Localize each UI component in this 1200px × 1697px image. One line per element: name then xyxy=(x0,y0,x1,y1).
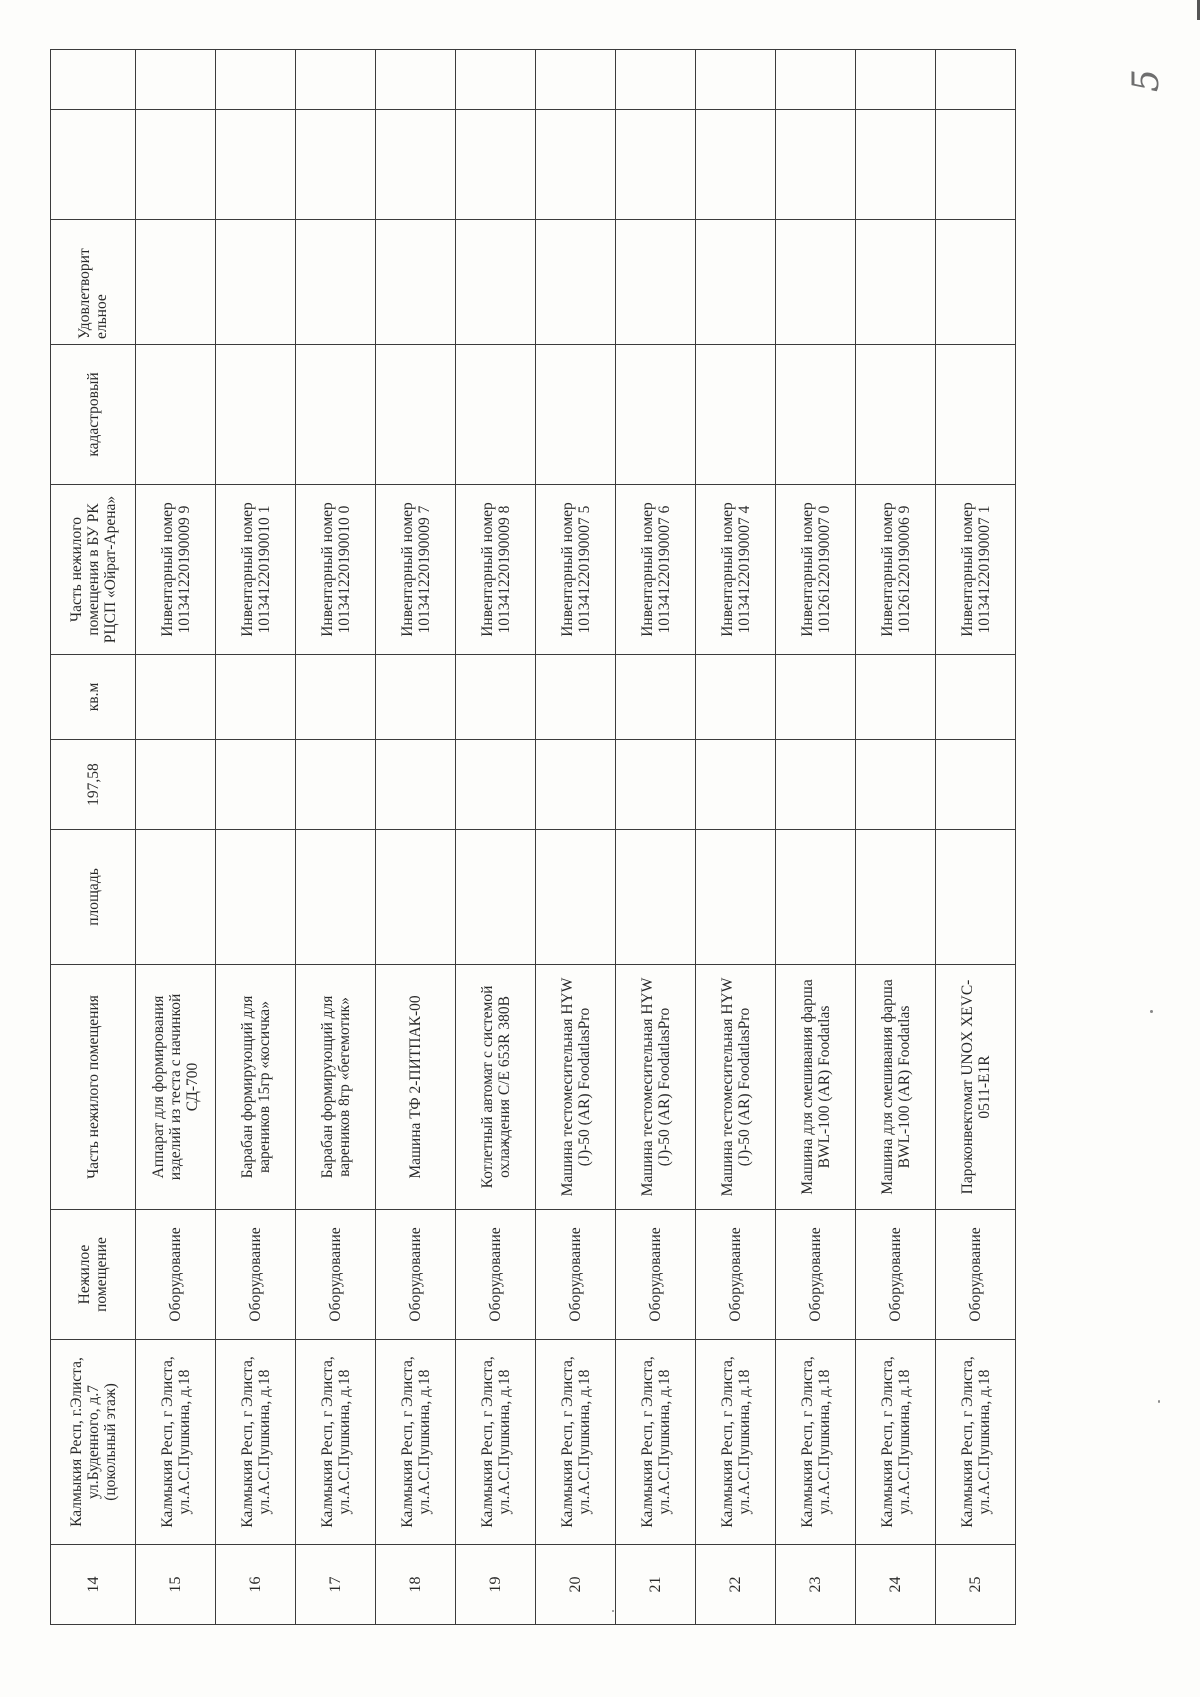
row-num: 17 xyxy=(296,1545,376,1625)
row-area xyxy=(616,830,696,965)
table-row xyxy=(616,50,696,1625)
row-unit xyxy=(456,655,536,740)
header-address: Калмыкия Респ, г.Элиста, ул.Буденного, д.7 (цокольный этаж) xyxy=(51,1340,136,1545)
row-location: Инвентарный номер 101341220190007 5 xyxy=(536,485,616,655)
table-row xyxy=(296,50,376,1625)
row-col11 xyxy=(376,50,456,110)
row-col11 xyxy=(856,50,936,110)
row-area-value xyxy=(776,740,856,830)
row-unit xyxy=(296,655,376,740)
row-area-value xyxy=(136,740,216,830)
row-type: Оборудование xyxy=(936,1210,1016,1340)
row-area xyxy=(456,830,536,965)
row-area xyxy=(376,830,456,965)
row-part: Машина для смешивания фарша BWL-100 (AR) Foodatlas xyxy=(856,965,936,1210)
row-col11 xyxy=(296,50,376,110)
row-cadastral xyxy=(696,345,776,485)
header-col10 xyxy=(51,110,136,220)
table-row xyxy=(216,50,296,1625)
row-area xyxy=(536,830,616,965)
row-condition xyxy=(456,220,536,345)
row-part: Машина тестомесительная HYW (J)-50 (AR) FoodatlasPro xyxy=(696,965,776,1210)
row-part: Машина тестомесительная HYW (J)-50 (AR) FoodatlasPro xyxy=(536,965,616,1210)
header-area-value: 197,58 xyxy=(51,740,136,830)
row-cadastral xyxy=(856,345,936,485)
row-cadastral xyxy=(296,345,376,485)
row-location: Инвентарный номер 101341220190007 1 xyxy=(936,485,1016,655)
row-area xyxy=(296,830,376,965)
row-col11 xyxy=(616,50,696,110)
row-col10 xyxy=(296,110,376,220)
table-row xyxy=(376,50,456,1625)
row-unit xyxy=(216,655,296,740)
row-location: Инвентарный номер 101341220190009 8 xyxy=(456,485,536,655)
row-unit xyxy=(616,655,696,740)
row-col10 xyxy=(536,110,616,220)
row-area-value xyxy=(456,740,536,830)
header-num: 14 xyxy=(51,1545,136,1625)
row-num: 24 xyxy=(856,1545,936,1625)
row-cadastral xyxy=(536,345,616,485)
row-location: Инвентарный номер 101341220190009 7 xyxy=(376,485,456,655)
row-type: Оборудование xyxy=(776,1210,856,1340)
page-number: 5 xyxy=(1125,69,1167,92)
row-location: Инвентарный номер 101341220190007 6 xyxy=(616,485,696,655)
row-col11 xyxy=(216,50,296,110)
row-address: Калмыкия Респ, г Элиста, ул.А.С.Пушкина, д.18 xyxy=(616,1340,696,1545)
header-part: Часть нежилого помещения xyxy=(51,965,136,1210)
row-area xyxy=(936,830,1016,965)
row-col10 xyxy=(136,110,216,220)
row-unit xyxy=(136,655,216,740)
header-row xyxy=(51,50,136,1625)
row-area-value xyxy=(936,740,1016,830)
property-table xyxy=(50,49,1016,1625)
row-type: Оборудование xyxy=(696,1210,776,1340)
row-col11 xyxy=(456,50,536,110)
row-col10 xyxy=(776,110,856,220)
row-condition xyxy=(376,220,456,345)
row-type: Оборудование xyxy=(136,1210,216,1340)
row-condition xyxy=(536,220,616,345)
row-cadastral xyxy=(216,345,296,485)
row-condition xyxy=(776,220,856,345)
header-location: Часть нежилого помещения в БУ РК РЦСП «Ойрат-Арена» xyxy=(51,485,136,655)
row-location: Инвентарный номер 101261220190006 9 xyxy=(856,485,936,655)
row-num: 20 xyxy=(536,1545,616,1625)
row-col10 xyxy=(696,110,776,220)
header-condition: Удовлетворит ельное xyxy=(51,220,136,345)
row-area xyxy=(696,830,776,965)
row-cadastral xyxy=(136,345,216,485)
row-area-value xyxy=(536,740,616,830)
row-part: Барабан формирующий для вареников 8гр «бегемотик» xyxy=(296,965,376,1210)
row-condition xyxy=(616,220,696,345)
row-num: 22 xyxy=(696,1545,776,1625)
row-condition xyxy=(136,220,216,345)
row-type: Оборудование xyxy=(536,1210,616,1340)
row-address: Калмыкия Респ, г Элиста, ул.А.С.Пушкина, д.18 xyxy=(456,1340,536,1545)
row-num: 21 xyxy=(616,1545,696,1625)
row-condition xyxy=(216,220,296,345)
row-location: Инвентарный номер 101341220190010 0 xyxy=(296,485,376,655)
row-condition xyxy=(296,220,376,345)
row-address: Калмыкия Респ, г Элиста, ул.А.С.Пушкина, д.18 xyxy=(856,1340,936,1545)
row-type: Оборудование xyxy=(216,1210,296,1340)
row-cadastral xyxy=(616,345,696,485)
row-cadastral xyxy=(936,345,1016,485)
row-location: Инвентарный номер 101341220190009 9 xyxy=(136,485,216,655)
row-part: Аппарат для формирования изделий из теста с начинкой СД-700 xyxy=(136,965,216,1210)
row-part: Машина для смешивания фарша BWL-100 (AR) Foodatlas xyxy=(776,965,856,1210)
row-address: Калмыкия Респ, г Элиста, ул.А.С.Пушкина, д.18 xyxy=(216,1340,296,1545)
row-unit xyxy=(856,655,936,740)
row-area xyxy=(856,830,936,965)
table-row xyxy=(696,50,776,1625)
row-condition xyxy=(856,220,936,345)
row-col10 xyxy=(456,110,536,220)
header-cadastral: кадастровый xyxy=(51,345,136,485)
row-num: 25 xyxy=(936,1545,1016,1625)
row-num: 18 xyxy=(376,1545,456,1625)
row-part: Котлетный автомат с системой охлаждения С/Е 653R 380В xyxy=(456,965,536,1210)
table-row xyxy=(856,50,936,1625)
row-type: Оборудование xyxy=(376,1210,456,1340)
row-address: Калмыкия Респ, г Элиста, ул.А.С.Пушкина, д.18 xyxy=(136,1340,216,1545)
row-type: Оборудование xyxy=(856,1210,936,1340)
row-unit xyxy=(776,655,856,740)
row-col10 xyxy=(616,110,696,220)
table-row xyxy=(136,50,216,1625)
row-type: Оборудование xyxy=(616,1210,696,1340)
row-cadastral xyxy=(456,345,536,485)
row-num: 15 xyxy=(136,1545,216,1625)
row-part: Машина тестомесительная HYW (J)-50 (AR) FoodatlasPro xyxy=(616,965,696,1210)
header-type: Нежилое помещение xyxy=(51,1210,136,1340)
scan-speck xyxy=(1158,1400,1160,1403)
row-area xyxy=(776,830,856,965)
row-area xyxy=(216,830,296,965)
row-part: Машина ТФ 2-ПИТПАК-00 xyxy=(376,965,456,1210)
row-col11 xyxy=(696,50,776,110)
row-num: 23 xyxy=(776,1545,856,1625)
row-address: Калмыкия Респ, г Элиста, ул.А.С.Пушкина, д.18 xyxy=(296,1340,376,1545)
scan-speck xyxy=(1150,1010,1153,1013)
row-col11 xyxy=(776,50,856,110)
row-address: Калмыкия Респ, г Элиста, ул.А.С.Пушкина, д.18 xyxy=(696,1340,776,1545)
row-address: Калмыкия Респ, г Элиста, ул.А.С.Пушкина, д.18 xyxy=(776,1340,856,1545)
row-location: Инвентарный номер 101341220190007 4 xyxy=(696,485,776,655)
row-col10 xyxy=(216,110,296,220)
row-cadastral xyxy=(376,345,456,485)
row-col11 xyxy=(136,50,216,110)
row-unit xyxy=(936,655,1016,740)
row-area-value xyxy=(376,740,456,830)
row-unit xyxy=(696,655,776,740)
table-row xyxy=(936,50,1016,1625)
header-area-label: площадь xyxy=(51,830,136,965)
row-col11 xyxy=(936,50,1016,110)
row-unit xyxy=(536,655,616,740)
row-col10 xyxy=(936,110,1016,220)
row-part: Пароконвектомат UNOX XEVC-0511-E1R xyxy=(936,965,1016,1210)
row-location: Инвентарный номер 101261220190007 0 xyxy=(776,485,856,655)
row-address: Калмыкия Респ, г Элиста, ул.А.С.Пушкина, д.18 xyxy=(536,1340,616,1545)
row-type: Оборудование xyxy=(456,1210,536,1340)
header-col11 xyxy=(51,50,136,110)
row-area-value xyxy=(296,740,376,830)
table-row xyxy=(776,50,856,1625)
row-col11 xyxy=(536,50,616,110)
row-unit xyxy=(376,655,456,740)
row-address: Калмыкия Респ, г Элиста, ул.А.С.Пушкина, д.18 xyxy=(376,1340,456,1545)
row-type: Оборудование xyxy=(296,1210,376,1340)
row-area-value xyxy=(616,740,696,830)
row-col10 xyxy=(856,110,936,220)
row-condition xyxy=(936,220,1016,345)
table-row xyxy=(456,50,536,1625)
row-part: Барабан формирующий для вареников 15гр «косичка» xyxy=(216,965,296,1210)
rotated-document xyxy=(50,50,1015,1625)
row-cadastral xyxy=(776,345,856,485)
row-num: 19 xyxy=(456,1545,536,1625)
row-area-value xyxy=(216,740,296,830)
header-unit: кв.м xyxy=(51,655,136,740)
row-area-value xyxy=(856,740,936,830)
row-area xyxy=(136,830,216,965)
row-num: 16 xyxy=(216,1545,296,1625)
row-col10 xyxy=(376,110,456,220)
table-row xyxy=(536,50,616,1625)
row-area-value xyxy=(696,740,776,830)
row-condition xyxy=(696,220,776,345)
row-address: Калмыкия Респ, г Элиста, ул.А.С.Пушкина, д.18 xyxy=(936,1340,1016,1545)
row-location: Инвентарный номер 101341220190010 1 xyxy=(216,485,296,655)
